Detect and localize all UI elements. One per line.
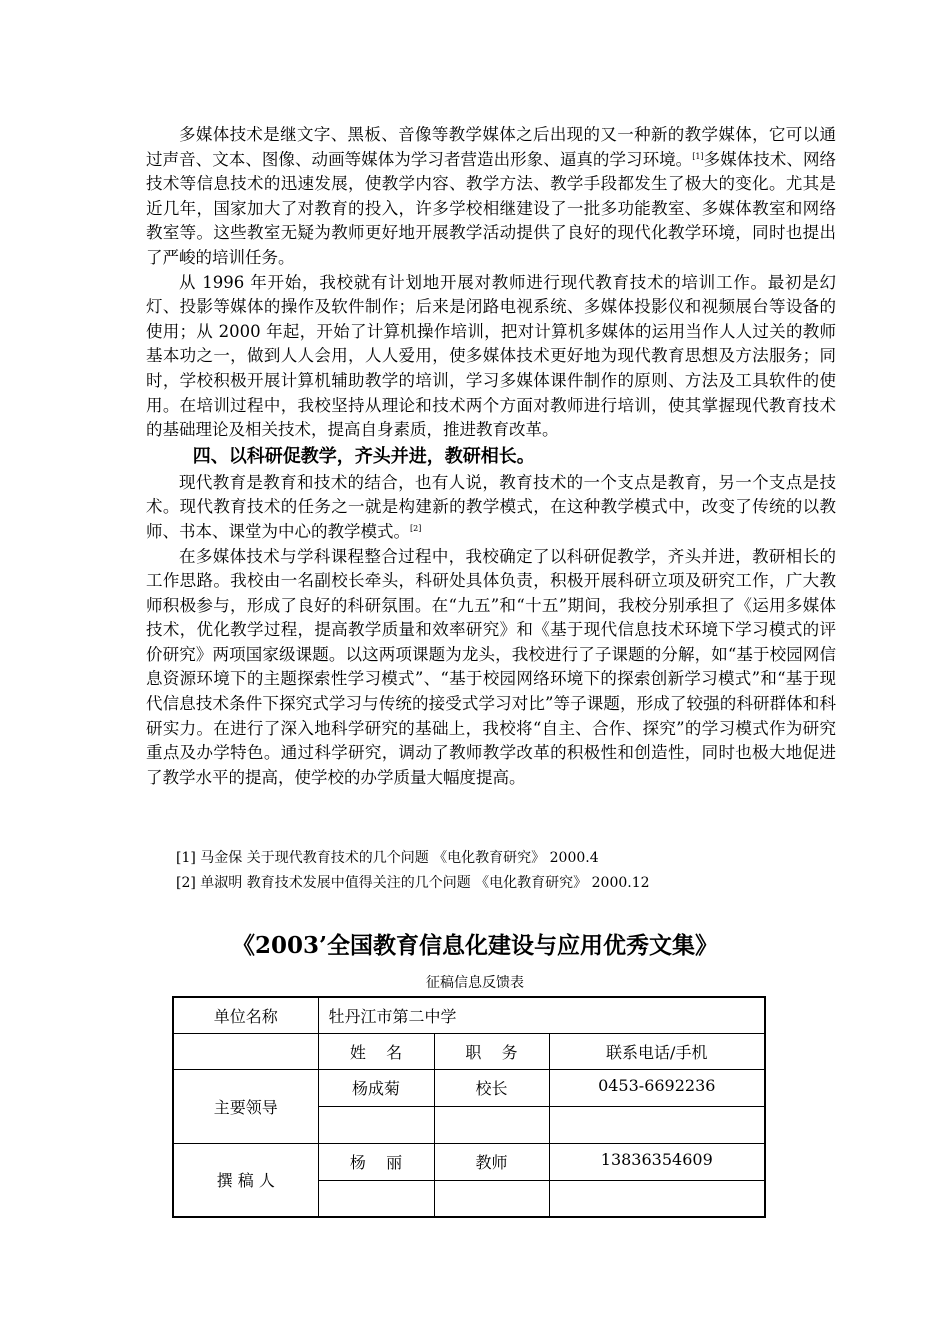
reference-2: [2] 单淑明 教育技术发展中值得关注的几个问题 《电化教育研究》 2000.12 xyxy=(176,875,650,891)
footnote-ref-1: [1] xyxy=(692,151,704,161)
header-blank-cell xyxy=(173,1033,318,1069)
paragraph-1 xyxy=(146,123,836,271)
paragraph-3-text: 现代教育是教育和技术的结合，也有人说，教育技术的一个支点是教育，另一个支点是技术。现代教育技术的任务之一就是构建新的教学模式，在这种教学模式中，改变了传统的以教师、书本、课堂为中心的教学模式。 xyxy=(146,472,836,541)
feedback-form-table xyxy=(172,996,766,1218)
book-title: 《2003’全国教育信息化建设与应用优秀文集》 xyxy=(231,932,719,959)
author-name: 杨 丽 xyxy=(318,1143,434,1180)
leader-label: 主要领导 xyxy=(173,1070,318,1144)
leader-empty-phone xyxy=(549,1107,765,1143)
article-body xyxy=(146,123,836,790)
references xyxy=(176,846,836,896)
leader-name: 杨成菊 xyxy=(318,1070,434,1107)
author-empty-name xyxy=(318,1181,434,1217)
author-row-1 xyxy=(173,1143,765,1180)
leader-empty-title xyxy=(434,1107,549,1143)
leader-empty-name xyxy=(318,1107,434,1143)
unit-value: 牡丹江市第二中学 xyxy=(318,997,765,1033)
paragraph-3 xyxy=(146,471,836,545)
form-subtitle: 征稿信息反馈表 xyxy=(426,975,524,991)
leader-phone: 0453-6692236 xyxy=(549,1070,765,1107)
author-phone: 13836354609 xyxy=(549,1143,765,1180)
col-header-title: 职 务 xyxy=(434,1033,549,1069)
paragraph-2: 从 1996 年开始，我校就有计划地开展对教师进行现代教育技术的培训工作。最初是幻灯、投影等媒体的操作及软件制作；后来是闭路电视系统、多媒体投影仪和视频展台等设备的使用；从 2000 年起，开始了计算机操作培训，把对计算机多媒体的运用当作人人过关的教师基本功之一，做到人人会用，人人爱用，使多媒体技术更好地为现代教育思想及方法服务；同时，学校积极开展计算机辅助教学的培训，学习多媒体课件制作的原则、方法及工具软件的使用。在培训过程中，我校坚持从理论和技术两个方面对教师进行培训，使其掌握现代教育技术的基础理论及相关技术，提高自身素质，推进教育改革。 xyxy=(146,272,836,440)
author-empty-phone xyxy=(549,1181,765,1217)
section-heading-4: 四、以科研促教学，齐头并进，教研相长。 xyxy=(192,445,535,467)
reference-1: [1] 马金保 关于现代教育技术的几个问题 《电化教育研究》 2000.4 xyxy=(176,850,599,866)
paragraph-1-continued: 多媒体技术、网络技术等信息技术的迅速发展，使教学内容、教学方法、教学手段都发生了极大的变化。尤其是近几年，国家加大了对教育的投入，许多学校相继建设了一批多功能教室、多媒体教室和网络教室等。这些教室无疑为教师更好地开展教学活动提供了良好的现代化教学环境，同时也提出了严峻的培训任务。 xyxy=(146,149,837,267)
unit-label: 单位名称 xyxy=(173,997,318,1033)
paragraph-1-text: 多媒体技术是继文字、黑板、音像等教学媒体之后出现的又一种新的教学媒体，它可以通过声音、文本、图像、动画等媒体为学习者营造出形象、逼真的学习环境。 xyxy=(146,125,836,169)
leader-row-1 xyxy=(173,1070,765,1107)
col-header-phone: 联系电话/手机 xyxy=(549,1033,765,1069)
header-row xyxy=(173,1033,765,1069)
footnote-ref-2: [2] xyxy=(410,523,422,533)
author-label: 撰 稿 人 xyxy=(173,1143,318,1217)
leader-title: 校长 xyxy=(434,1070,549,1107)
col-header-name: 姓 名 xyxy=(318,1033,434,1069)
author-title: 教师 xyxy=(434,1143,549,1180)
unit-row xyxy=(173,997,765,1033)
paragraph-4: 在多媒体技术与学科课程整合过程中，我校确定了以科研促教学，齐头并进，教研相长的工作思路。我校由一名副校长牵头，科研处具体负责，积极开展科研立项及研究工作，广大教师积极参与，形成了良好的科研氛围。在“九五”和“十五”期间，我校分别承担了《运用多媒体技术，优化教学过程，提高教学质量和效率研究》和《基于现代信息技术环境下学习模式的评价研究》两项国家级课题。以这两项课题为龙头，我校进行了子课题的分解，如“基于校园网信息资源环境下的主题探索性学习模式”、“基于校园网络环境下的探索创新学习模式”和“基于现代信息技术条件下探究式学习与传统的接受式学习对比”等子课题，形成了较强的科研群体和科研实力。在进行了深入地科学研究的基础上，我校将“自主、合作、探究”的学习模式作为研究重点及办学特色。通过科学研究，调动了教师教学改革的积极性和创造性，同时也极大地促进了教学水平的提高，使学校的办学质量大幅度提高。 xyxy=(146,546,836,787)
author-empty-title xyxy=(434,1181,549,1217)
